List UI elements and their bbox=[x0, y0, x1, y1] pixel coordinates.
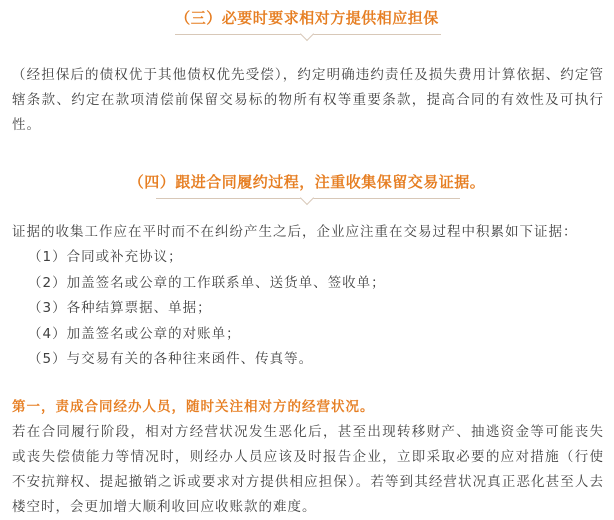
section-3-paragraph: （经担保后的债权优于其他债权优先受偿），约定明确违约责任及损失费用计算依据、约定管辖条款、约定在款项清偿前保留交易标的物所有权等重要条款，提高合同的有效性及可执行性。 bbox=[12, 67, 604, 133]
list-item: （3）各种结算票据、单据； bbox=[28, 300, 212, 316]
section-3-heading-block bbox=[0, 8, 614, 28]
section-4-intro: 证据的收集工作应在平时而不在纠纷产生之后，企业应注重在交易过程中积累如下证据： bbox=[12, 224, 578, 240]
section-3-heading: （三）必要时要求相对方提供相应担保 bbox=[175, 9, 439, 27]
section-4-divider-notch bbox=[300, 191, 314, 205]
list-item: （1）合同或补充协议； bbox=[28, 249, 183, 265]
section-4-heading-block bbox=[0, 172, 614, 192]
point-1-title: 第一，责成合同经办人员，随时关注相对方的经营状况。 bbox=[12, 399, 375, 415]
section-4-heading: （四）跟进合同履约过程，注重收集保留交易证据。 bbox=[128, 173, 486, 191]
list-item: （4）加盖签名或公章的对账单； bbox=[28, 325, 241, 342]
point-1-paragraph: 若在合同履行阶段，相对方经营状况发生恶化后，甚至出现转移财产、抽逃资金等可能丧失或丧失偿债能力等情况时，则经办人员应该及时报告企业，立即采取必要的应对措施（行使不安抗辩权、提起撤销之诉或要求对方提供相应担保）。若等到其经营状况真正恶化甚至人去楼空时，会更加增大顺利收回应收账款的难度。 bbox=[12, 424, 604, 515]
section-3-divider-notch bbox=[300, 27, 314, 41]
list-item: （5）与交易有关的各种往来函件、传真等。 bbox=[28, 351, 314, 367]
list-item: （2）加盖签名或公章的工作联系单、送货单、签收单； bbox=[28, 274, 386, 291]
evidence-list bbox=[28, 245, 588, 373]
